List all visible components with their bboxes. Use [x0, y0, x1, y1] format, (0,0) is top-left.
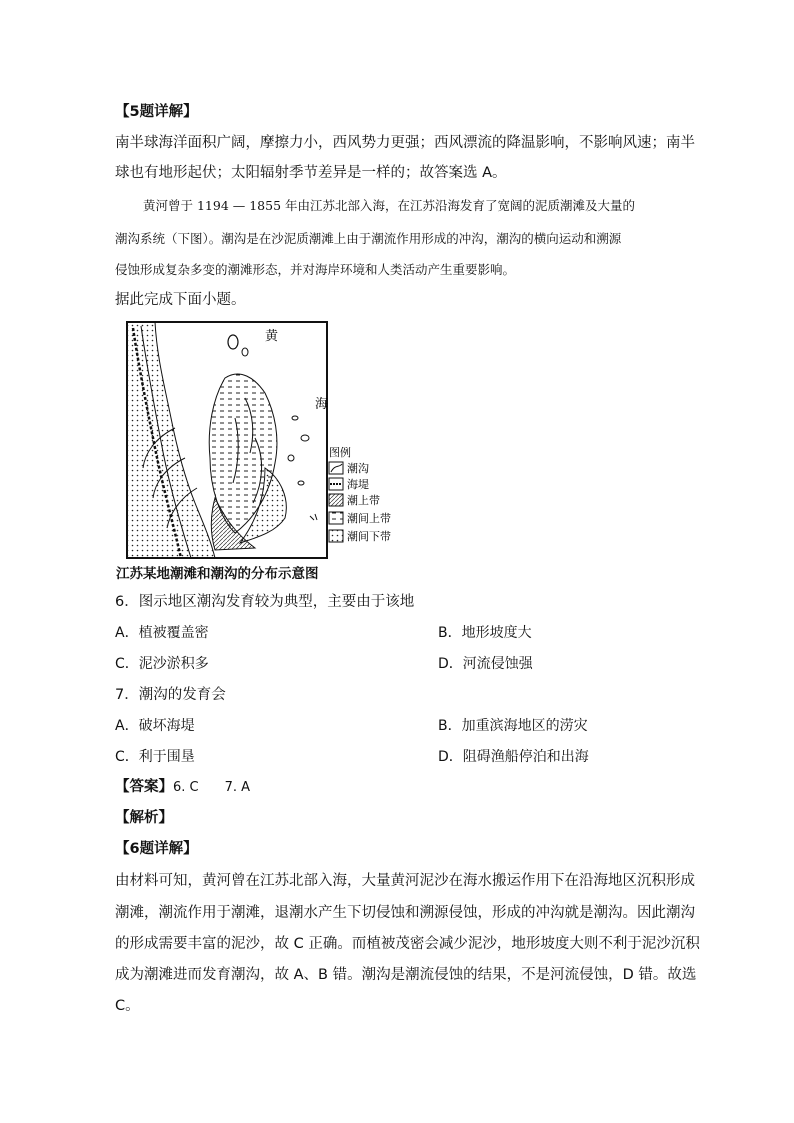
q6-detail-line-1: 由材料可知，黄河曾在江苏北部入海，大量黄河泥沙在海水搬运作用下在沿海地区沉积形成: [115, 873, 695, 889]
q7-option-d: D．阻碍渔船停泊和出海: [438, 749, 589, 765]
legend-label-upper-intertidal: 潮间上带: [347, 512, 391, 525]
q6-detail-line-3: 的形成需要丰富的泥沙，故 C 正确。而植被茂密会减少泥沙，地形坡度大则不利于泥沙沉积: [115, 936, 700, 952]
legend-item-upper-intertidal: [329, 511, 391, 525]
legend-item-lower-intertidal: [329, 529, 391, 543]
passage-prompt: 据此完成下面小题。: [115, 292, 246, 308]
answer-row: [115, 777, 250, 798]
q6-detail-line-2: 潮滩，潮流作用于潮滩，退潮水产生下切侵蚀和溯源侵蚀，形成的冲沟就是潮沟。因此潮沟: [115, 905, 695, 921]
q5-heading: 【5题详解】: [115, 104, 198, 120]
legend-item-seawall: [329, 477, 369, 491]
q6-detail-line-5: C。: [115, 998, 140, 1014]
q7-option-a: A．破坏海堤: [115, 718, 195, 734]
q7-stem: 7．潮沟的发育会: [115, 687, 226, 703]
map-label-yellow: 黄: [265, 329, 279, 344]
tidal-map-figure: [115, 318, 415, 586]
q6-stem: 6．图示地区潮沟发育较为典型，主要由于该地: [115, 594, 415, 610]
q7-option-b: B．加重滨海地区的涝灾: [438, 718, 588, 734]
q6-detail-heading: 【6题详解】: [115, 841, 198, 857]
legend-label-supratidal: 潮上带: [347, 494, 380, 507]
legend-item-supratidal: [329, 493, 380, 507]
passage-line-2: 潮沟系统（下图）。潮沟是在沙泥质潮滩上由于潮流作用形成的冲沟，潮沟的横向运动和溯源: [115, 231, 622, 246]
q5-text-line-1: 南半球海洋面积广阔，摩擦力小，西风势力更强；西风漂流的降温影响，不影响风速；南半: [115, 135, 695, 151]
legend-title: 图例: [329, 446, 351, 459]
figure-caption: 江苏某地潮滩和潮沟的分布示意图: [116, 566, 319, 582]
map-label-sea: 海: [315, 397, 329, 412]
legend-label-creek: 潮沟: [347, 462, 369, 475]
q6-detail-line-4: 成为潮滩进而发育潮沟，故 A、B 错。潮沟是潮流侵蚀的结果，不是河流侵蚀，D 错。故选: [115, 967, 697, 983]
passage-line-1: 黄河曾于 1194 — 1855 年由江苏北部入海，在江苏沿海发育了宽阔的泥质潮滩及大量的: [143, 198, 636, 213]
analysis-label: 【解析】: [115, 810, 173, 826]
passage-line-3: 侵蚀形成复杂多变的潮滩形态，并对海岸环境和人类活动产生重要影响。: [115, 262, 516, 277]
q6-option-c: C．泥沙淤积多: [115, 656, 209, 672]
q6-option-b: B．地形坡度大: [438, 625, 532, 641]
tidal-map-illustration: [115, 318, 415, 562]
q6-option-a: A．植被覆盖密: [115, 625, 209, 641]
legend-label-seawall: 海堤: [347, 478, 369, 491]
legend-label-lower-intertidal: 潮间下带: [347, 530, 391, 543]
answer-value: 6. C 7. A: [173, 780, 251, 795]
q6-option-d: D．河流侵蚀强: [438, 656, 533, 672]
answer-label: 【答案】: [115, 779, 173, 795]
q7-option-c: C．利于围垦: [115, 749, 195, 765]
legend-item-creek: [329, 461, 369, 475]
q5-text-line-2: 球也有地形起伏；太阳辐射季节差异是一样的；故答案选 A。: [115, 165, 507, 181]
